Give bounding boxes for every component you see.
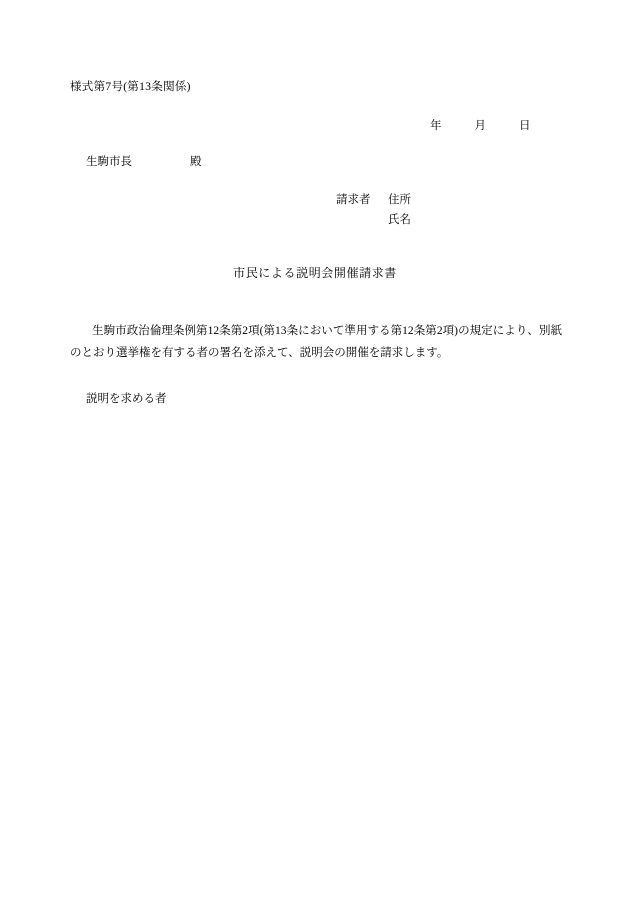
body-text: 生駒市政治倫理条例第12条第2項(第13条において準用する第12条第2項)の規定により、別紙のとおり選挙権を有する者の署名を添えて、説明会の開催を請求します。	[70, 325, 562, 359]
date-line	[430, 117, 531, 133]
addressee-name: 生駒市長	[86, 156, 132, 168]
addressee	[86, 153, 202, 169]
explanation-requester-label: 説明を求める者	[86, 393, 167, 405]
body-paragraph	[70, 320, 562, 364]
form-number: 様式第7号(第13条関係)	[70, 81, 191, 93]
requester-address-row	[336, 190, 411, 210]
month-label: 月	[474, 120, 486, 132]
day-label: 日	[519, 120, 531, 132]
requester-name-label: 氏名	[388, 214, 411, 226]
requester-title: 請求者	[336, 194, 371, 206]
requester-address-label: 住所	[388, 194, 411, 206]
page-title: 市民による説明会開催請求書	[233, 266, 397, 280]
year-label: 年	[430, 120, 442, 132]
requester-name-row	[336, 210, 411, 230]
addressee-honorific: 殿	[190, 156, 202, 168]
requester-block	[336, 190, 411, 230]
